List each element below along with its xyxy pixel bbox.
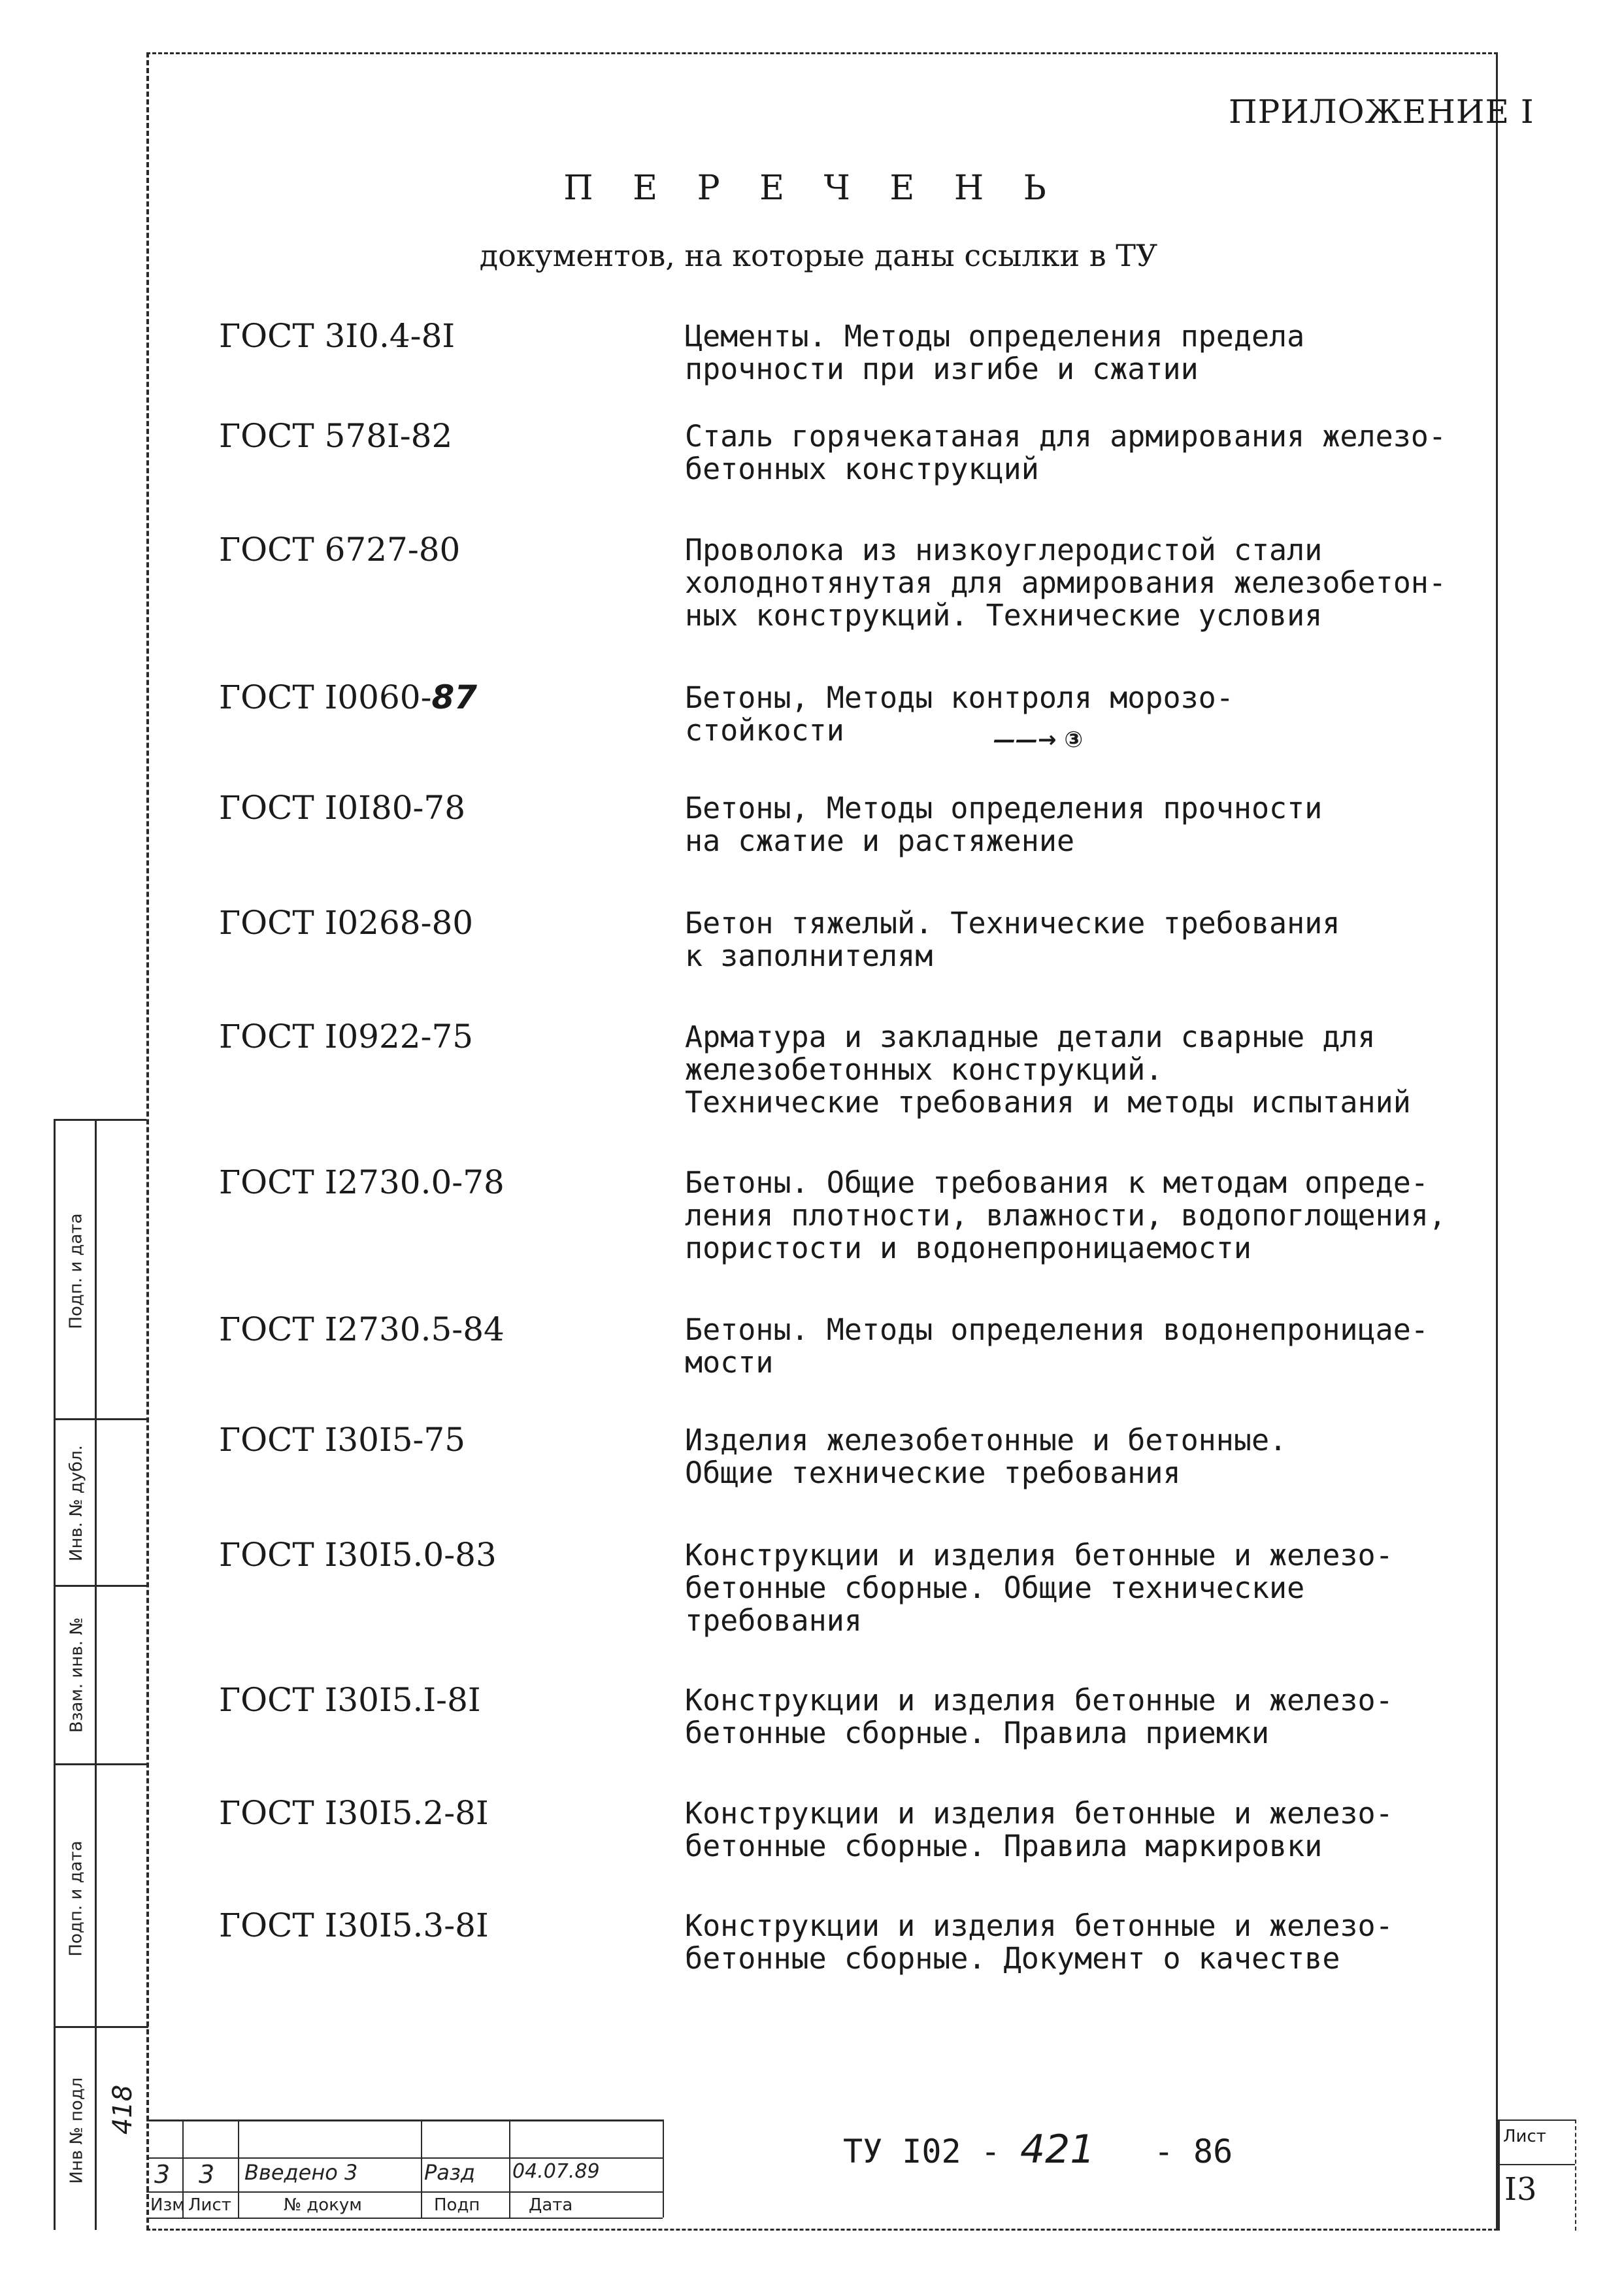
doc-code: ГОСТ 578I-82 (219, 417, 453, 455)
doc-code: ГОСТ I0922-75 (219, 1018, 474, 1056)
appendix-label: ПРИЛОЖЕНИЕ I (1229, 93, 1534, 131)
doc-code: ГОСТ I30I5-75 (219, 1421, 466, 1459)
side-label: Взам. инв. № (67, 1617, 86, 1733)
strip-divider (56, 2026, 148, 2028)
doc-code (219, 678, 477, 716)
tb-header-date: Дата (529, 2195, 573, 2215)
doc-title: Цементы. Методы определения предела прочности при изгибе и сжатии (685, 319, 1305, 386)
rev-date: 04.07.89 (512, 2160, 600, 2183)
doc-code: ГОСТ I30I5.I-8I (219, 1681, 481, 1719)
side-label: Подп. и дата (67, 1213, 86, 1329)
doc-code: ГОСТ 6727-80 (219, 531, 461, 569)
doc-title: Бетон тяжелый. Технические требования к заполнителям (685, 906, 1340, 973)
doc-title: Конструкции и изделия бетонные и железо- бетонные сборные. Общие технические требования (685, 1538, 1393, 1638)
sheet-label: Лист (1503, 2127, 1546, 2146)
strip-divider (95, 1121, 97, 2230)
doc-code: ГОСТ I2730.0-78 (219, 1163, 505, 1201)
handwritten-annotation: ——→ ③ (993, 727, 1084, 753)
doc-title: Бетоны. Методы определения водонепроницае- мости (685, 1312, 1429, 1380)
rev-doc: Введено 3 (244, 2160, 358, 2185)
side-stamp-strip (54, 1119, 146, 2230)
side-label: Подп. и дата (67, 1840, 86, 1957)
doc-title: Бетоны. Общие требования к методам опреде- ления плотности, влажности, водопоглощения, пористости и водонепроницаемости (685, 1165, 1446, 1265)
title-block (146, 2119, 1498, 2231)
tb-rule (146, 2157, 663, 2159)
doc-title: Сталь горячекатаная для армирования железо- бетонных конструкций (685, 419, 1446, 486)
document-code: ТУ I02 - 421 - 86 (843, 2127, 1233, 2172)
sheet-box-divider (1500, 2164, 1575, 2165)
rev-izm: 3 (154, 2160, 171, 2189)
side-label: Инв. № дубл. (67, 1445, 87, 1561)
doc-title: Изделия железобетонные и бетонные. Общие технические требования (685, 1423, 1287, 1490)
strip-divider (56, 1585, 148, 1587)
doc-title: Проволока из низкоуглеродистой стали холоднотянутая для армирования железобетон- ных конструкций. Технические условия (685, 533, 1446, 633)
strip-divider (56, 1763, 148, 1765)
document-code-number: 421 (1019, 2127, 1095, 2172)
page-subtitle: документов, на которые даны ссылки в ТУ (479, 238, 1158, 273)
page-title: П Е Р Е Ч Е Н Ь (563, 169, 1061, 208)
tb-header-doc: № докум (284, 2195, 362, 2215)
doc-title: Конструкции и изделия бетонные и железо- бетонные сборные. Правила приемки (685, 1683, 1393, 1750)
tb-rule (421, 2119, 422, 2218)
doc-title: Бетоны, Методы определения прочности на сжатие и растяжение (685, 791, 1323, 858)
doc-code-handwritten: 87 (431, 678, 478, 716)
rev-list: 3 (199, 2160, 215, 2189)
doc-code: ГОСТ I0I80-78 (219, 789, 466, 827)
tb-rule (509, 2119, 510, 2218)
rev-signature: Разд (424, 2160, 476, 2185)
doc-code: ГОСТ I2730.5-84 (219, 1310, 505, 1348)
doc-code: ГОСТ I0268-80 (219, 904, 474, 942)
tb-rule (146, 2119, 663, 2121)
tb-rule (663, 2119, 664, 2218)
side-handwritten-number: 418 (108, 2084, 139, 2135)
doc-title: Конструкции и изделия бетонные и железо- бетонные сборные. Правила маркировки (685, 1796, 1393, 1863)
doc-code: ГОСТ I30I5.3-8I (219, 1906, 489, 1944)
tb-header-izm: Изм (150, 2195, 185, 2215)
strip-divider (56, 1418, 148, 1420)
tb-rule (146, 2191, 663, 2193)
doc-code: ГОСТ I30I5.2-8I (219, 1794, 489, 1832)
doc-title: Конструкции и изделия бетонные и железо- бетонные сборные. Документ о качестве (685, 1908, 1393, 1976)
doc-title: Арматура и закладные детали сварные для железобетонных конструкций. Технические требования и методы испытаний (685, 1020, 1411, 1120)
doc-code: ГОСТ I30I5.0-83 (219, 1536, 497, 1574)
doc-title: Бетоны, Методы контроля морозо- стойкости (685, 680, 1234, 748)
tb-rule (146, 2218, 663, 2219)
sheet-number: I3 (1504, 2171, 1537, 2208)
side-label: Инв № подл (67, 2077, 86, 2184)
tb-header-list: Лист (188, 2195, 231, 2215)
doc-code: ГОСТ 3I0.4-8I (219, 317, 456, 355)
doc-code-printed: ГОСТ I0060- (219, 678, 432, 716)
tb-rule (238, 2119, 239, 2218)
tb-header-podp: Подп (434, 2195, 480, 2215)
